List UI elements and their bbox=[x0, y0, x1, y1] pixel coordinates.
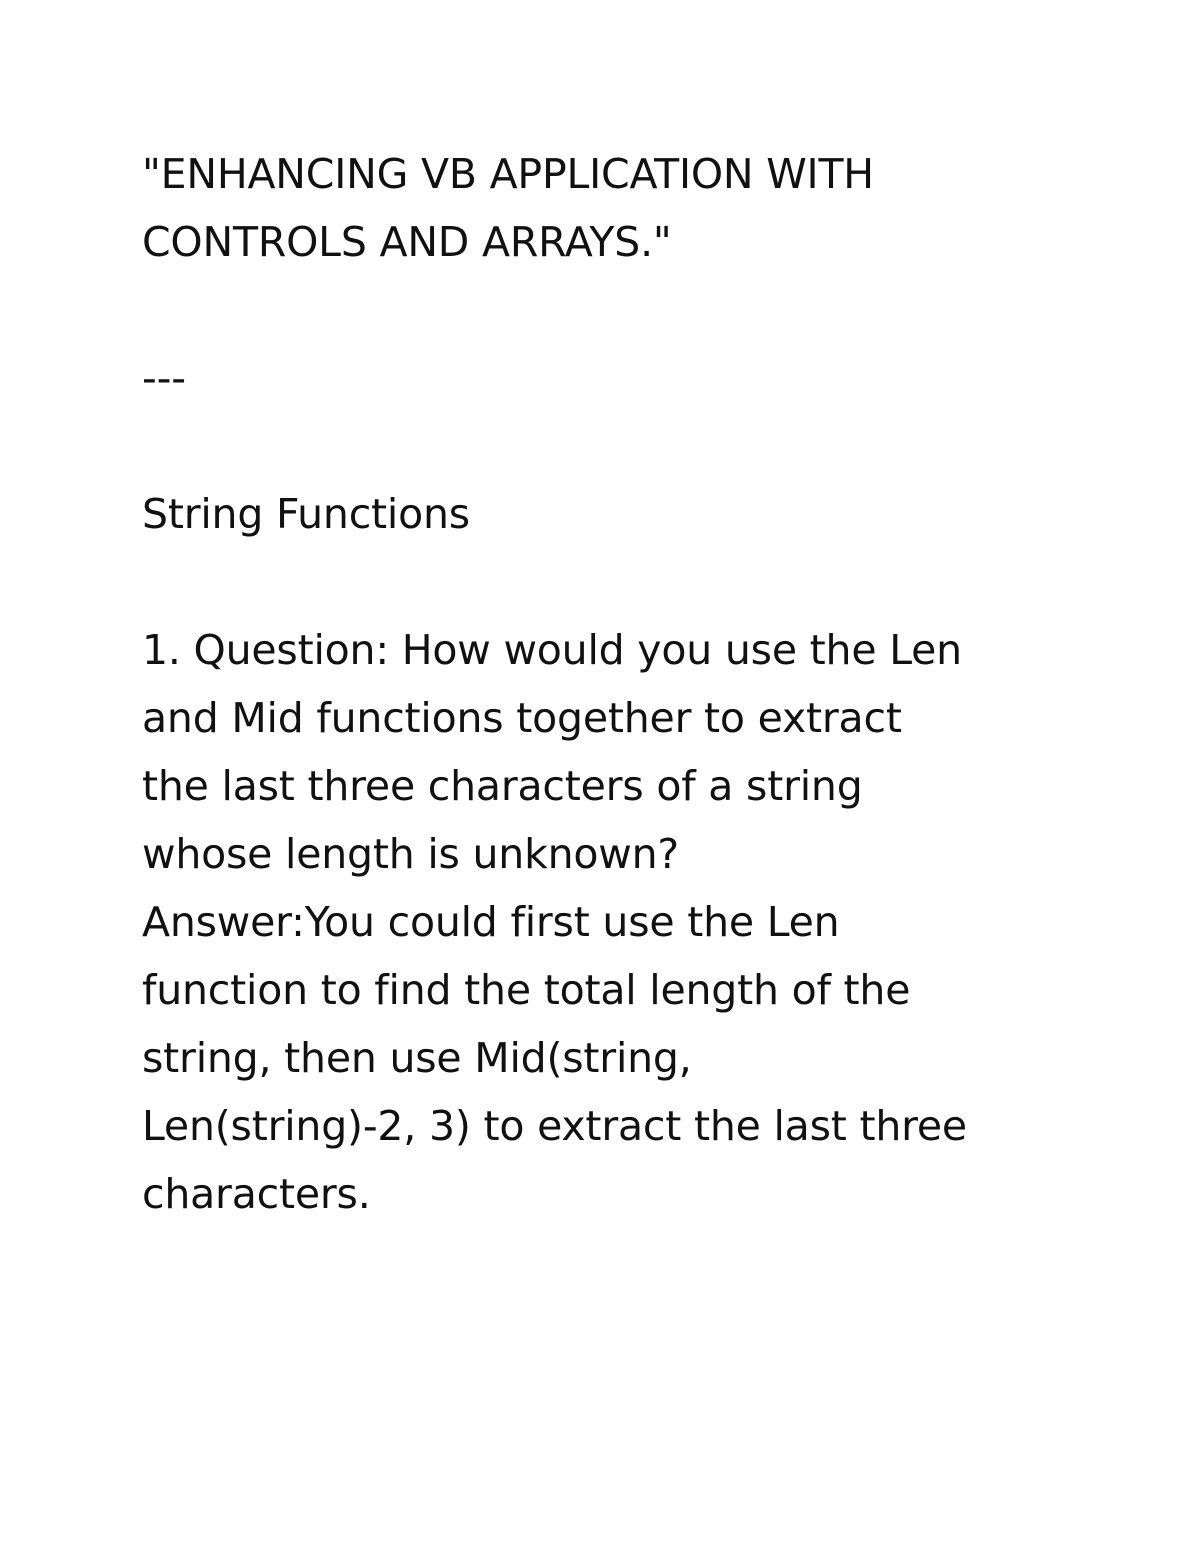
qa-line: characters. bbox=[142, 1170, 371, 1218]
section-heading: String Functions bbox=[142, 490, 470, 538]
qa-line: Len(string)-2, 3) to extract the last three bbox=[142, 1102, 967, 1150]
title-line-1: "ENHANCING VB APPLICATION WITH bbox=[142, 150, 874, 198]
title-line-2: CONTROLS AND ARRAYS." bbox=[142, 218, 672, 266]
question-answer-block bbox=[142, 616, 1082, 1228]
qa-line: whose length is unknown? bbox=[142, 830, 679, 878]
qa-line: the last three characters of a string bbox=[142, 762, 863, 810]
separator-text: --- bbox=[142, 354, 186, 402]
spacer bbox=[142, 548, 1082, 616]
qa-line: function to find the total length of the bbox=[142, 966, 911, 1014]
spacer bbox=[142, 276, 1082, 344]
qa-line: and Mid functions together to extract bbox=[142, 694, 902, 742]
qa-line: string, then use Mid(string, bbox=[142, 1034, 692, 1082]
document-title bbox=[142, 140, 1082, 276]
document-body bbox=[142, 140, 1082, 1228]
spacer bbox=[142, 412, 1082, 480]
qa-line: 1. Question: How would you use the Len bbox=[142, 626, 962, 674]
qa-line: Answer:You could first use the Len bbox=[142, 898, 840, 946]
